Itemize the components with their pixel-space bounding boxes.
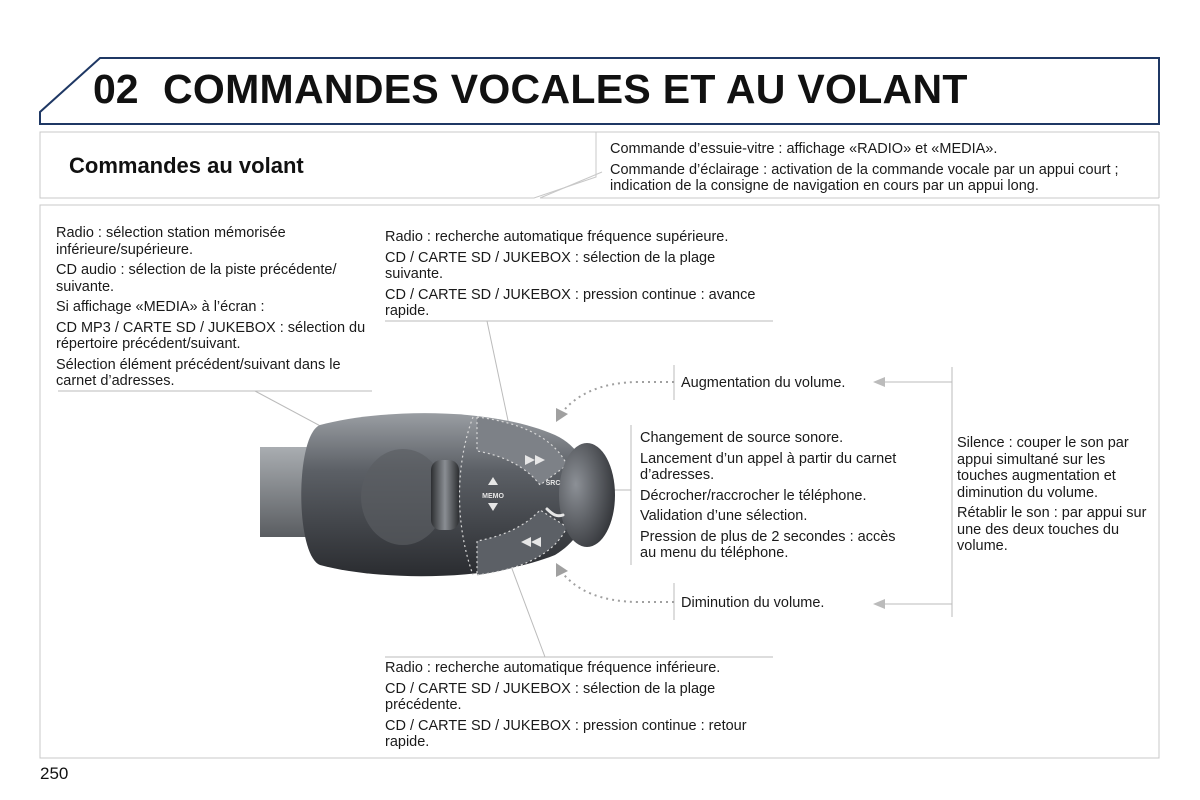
callout-center-source: Changement de source sonore. bbox=[640, 430, 844, 446]
callout-volume-down: Diminution du volume. bbox=[681, 595, 825, 611]
chapter-number: 02 bbox=[93, 66, 139, 112]
end-cap-button[interactable] bbox=[559, 443, 615, 547]
callout-center-call: Lancement d’un appel à partir du carnet d’adresses. bbox=[640, 450, 897, 483]
callout-left bbox=[56, 225, 376, 394]
callout-left-contacts: Sélection élément précédent/suivant dans le carnet d’adresses. bbox=[56, 356, 341, 389]
callout-left-media: Si affichage «MEDIA» à l’écran : bbox=[56, 299, 265, 315]
top-note-lighting: Commande d’éclairage : activation de la commande vocale par un appui court ; indication de la consigne de navigation en cours par un appui long. bbox=[610, 161, 1119, 194]
callout-top bbox=[385, 229, 770, 324]
callout-center-validate: Validation d’une sélection. bbox=[640, 508, 808, 524]
callout-center-longpress: Pression de plus de 2 secondes : accès au menu du téléphone. bbox=[640, 528, 896, 561]
top-note-wiper: Commande d’essuie-vitre : affichage «RADIO» et «MEDIA». bbox=[610, 141, 998, 157]
thumbwheel[interactable] bbox=[431, 460, 459, 530]
callout-volume-up: Augmentation du volume. bbox=[681, 375, 846, 391]
section-title: Commandes au volant bbox=[69, 153, 304, 178]
callout-left-radio: Radio : sélection station mémorisée inférieure/supérieure. bbox=[56, 225, 286, 258]
callout-right-mute: Silence : couper le son par appui simultané sur les touches augmentation et diminution du volume. bbox=[957, 435, 1129, 501]
callout-top-radio: Radio : recherche automatique fréquence supérieure. bbox=[385, 229, 729, 245]
callout-top-fast: CD / CARTE SD / JUKEBOX : pression continue : avance rapide. bbox=[385, 286, 756, 319]
callout-left-mp3: CD MP3 / CARTE SD / JUKEBOX : sélection du répertoire précédent/suivant. bbox=[56, 319, 366, 352]
callout-center-hook: Décrocher/raccrocher le téléphone. bbox=[640, 487, 867, 504]
top-note bbox=[610, 141, 1150, 195]
callout-bottom bbox=[385, 660, 770, 755]
callout-right bbox=[957, 435, 1147, 559]
steering-control-illustration bbox=[255, 405, 615, 585]
callout-bottom-rewind: CD / CARTE SD / JUKEBOX : pression continue : retour rapide. bbox=[385, 717, 747, 750]
callout-top-track: CD / CARTE SD / JUKEBOX : sélection de la plage suivante. bbox=[385, 249, 716, 282]
callout-bottom-radio: Radio : recherche automatique fréquence inférieure. bbox=[385, 660, 721, 676]
memo-label: MEMO bbox=[482, 493, 504, 500]
src-label: SRC bbox=[545, 480, 561, 487]
callout-center bbox=[640, 430, 905, 566]
callout-left-cd: CD audio : sélection de la piste précédente/ suivante. bbox=[56, 262, 337, 295]
callout-right-unmute: Rétablir le son : par appui sur une des deux touches du volume. bbox=[957, 505, 1147, 554]
page-number: 250 bbox=[40, 764, 69, 783]
chapter-title: COMMANDES VOCALES ET AU VOLANT bbox=[163, 66, 968, 112]
callout-bottom-track: CD / CARTE SD / JUKEBOX : sélection de la plage précédente. bbox=[385, 680, 716, 713]
